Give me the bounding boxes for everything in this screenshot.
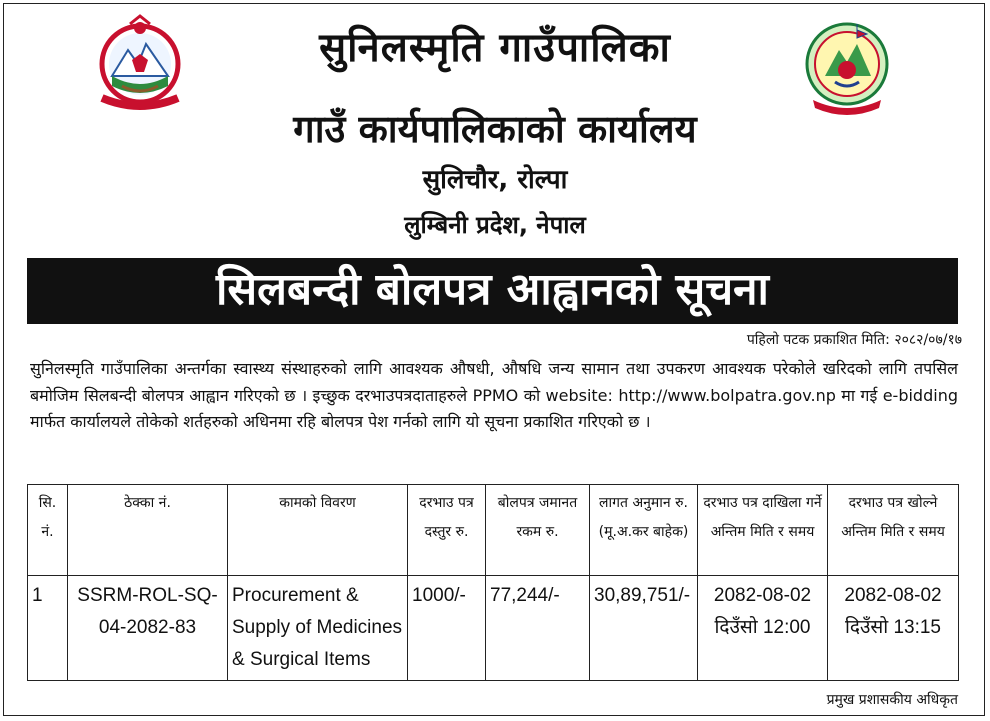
cell-cost-estimate: 30,89,751/- (590, 576, 698, 681)
province-name: लुम्बिनी प्रदेश, नेपाल (404, 211, 586, 239)
cell-description: Procurement & Supply of Medicines & Surgical Items (228, 576, 408, 681)
notice-title-banner: सिलबन्दी बोलपत्र आह्वानको सूचना (27, 258, 958, 324)
signatory-title: प्रमुख प्रशासकीय अधिकृत (826, 692, 958, 708)
published-date: पहिलो पटक प्रकाशित मिति: २०८२/०७/१७ (746, 332, 962, 348)
cell-fee: 1000/- (408, 576, 486, 681)
col-header-contract-no: ठेक्का नं. (68, 485, 228, 576)
cell-sn: 1 (28, 576, 68, 681)
cell-opening-date: 2082-08-02 दिउँसो 13:15 (828, 576, 959, 681)
cell-submission-deadline: 2082-08-02 दिउँसो 12:00 (698, 576, 828, 681)
notice-body-text: सुनिलस्मृति गाउँपालिका अन्तर्गका स्वास्थ्य संस्थाहरुको लागि आवश्यक औषधी, औषधि जन्य सामान तथा उपकरण आवश्यक परेकोले खरिदको लागि तपसिल बमोजिम सिलबन्दी बोलपत्र आह्वान गरिएको छ । इच्छुक दरभाउपत्रदाताहरुले PPMO को website: http://www.bolpatra.gov.np मा गई e-bidding मार्फत कार्यालयले तोकेको शर्तहरुको अधिनमा रहि बोलपत्र पेश गर्नको लागि यो सूचना प्रकाशित गरिएको छ । (30, 359, 958, 431)
col-header-fee: दरभाउ पत्र दस्तुर रु. (408, 485, 486, 576)
office-name: गाउँ कार्यपालिकाको कार्यालय (293, 107, 697, 151)
col-header-bid-security: बोलपत्र जमानत रकम रु. (486, 485, 590, 576)
col-header-description: कामको विवरण (228, 485, 408, 576)
cell-contract-no: SSRM-ROL-SQ-04-2082-83 (68, 576, 228, 681)
col-header-opening-date: दरभाउ पत्र खोल्ने अन्तिम मिति र समय (828, 485, 959, 576)
tender-table (27, 484, 959, 681)
municipality-name: सुनिलस्मृति गाउँपालिका (319, 25, 671, 71)
table-header-row (28, 485, 959, 576)
col-header-sn: सि. नं. (28, 485, 68, 576)
cell-bid-security: 77,244/- (486, 576, 590, 681)
office-address: सुलिचौर, रोल्पा (422, 165, 568, 195)
col-header-submission-deadline: दरभाउ पत्र दाखिला गर्ने अन्तिम मिति र समय (698, 485, 828, 576)
col-header-cost-estimate: लागत अनुमान रु. (मू.अ.कर बाहेक) (590, 485, 698, 576)
table-row (28, 576, 959, 681)
